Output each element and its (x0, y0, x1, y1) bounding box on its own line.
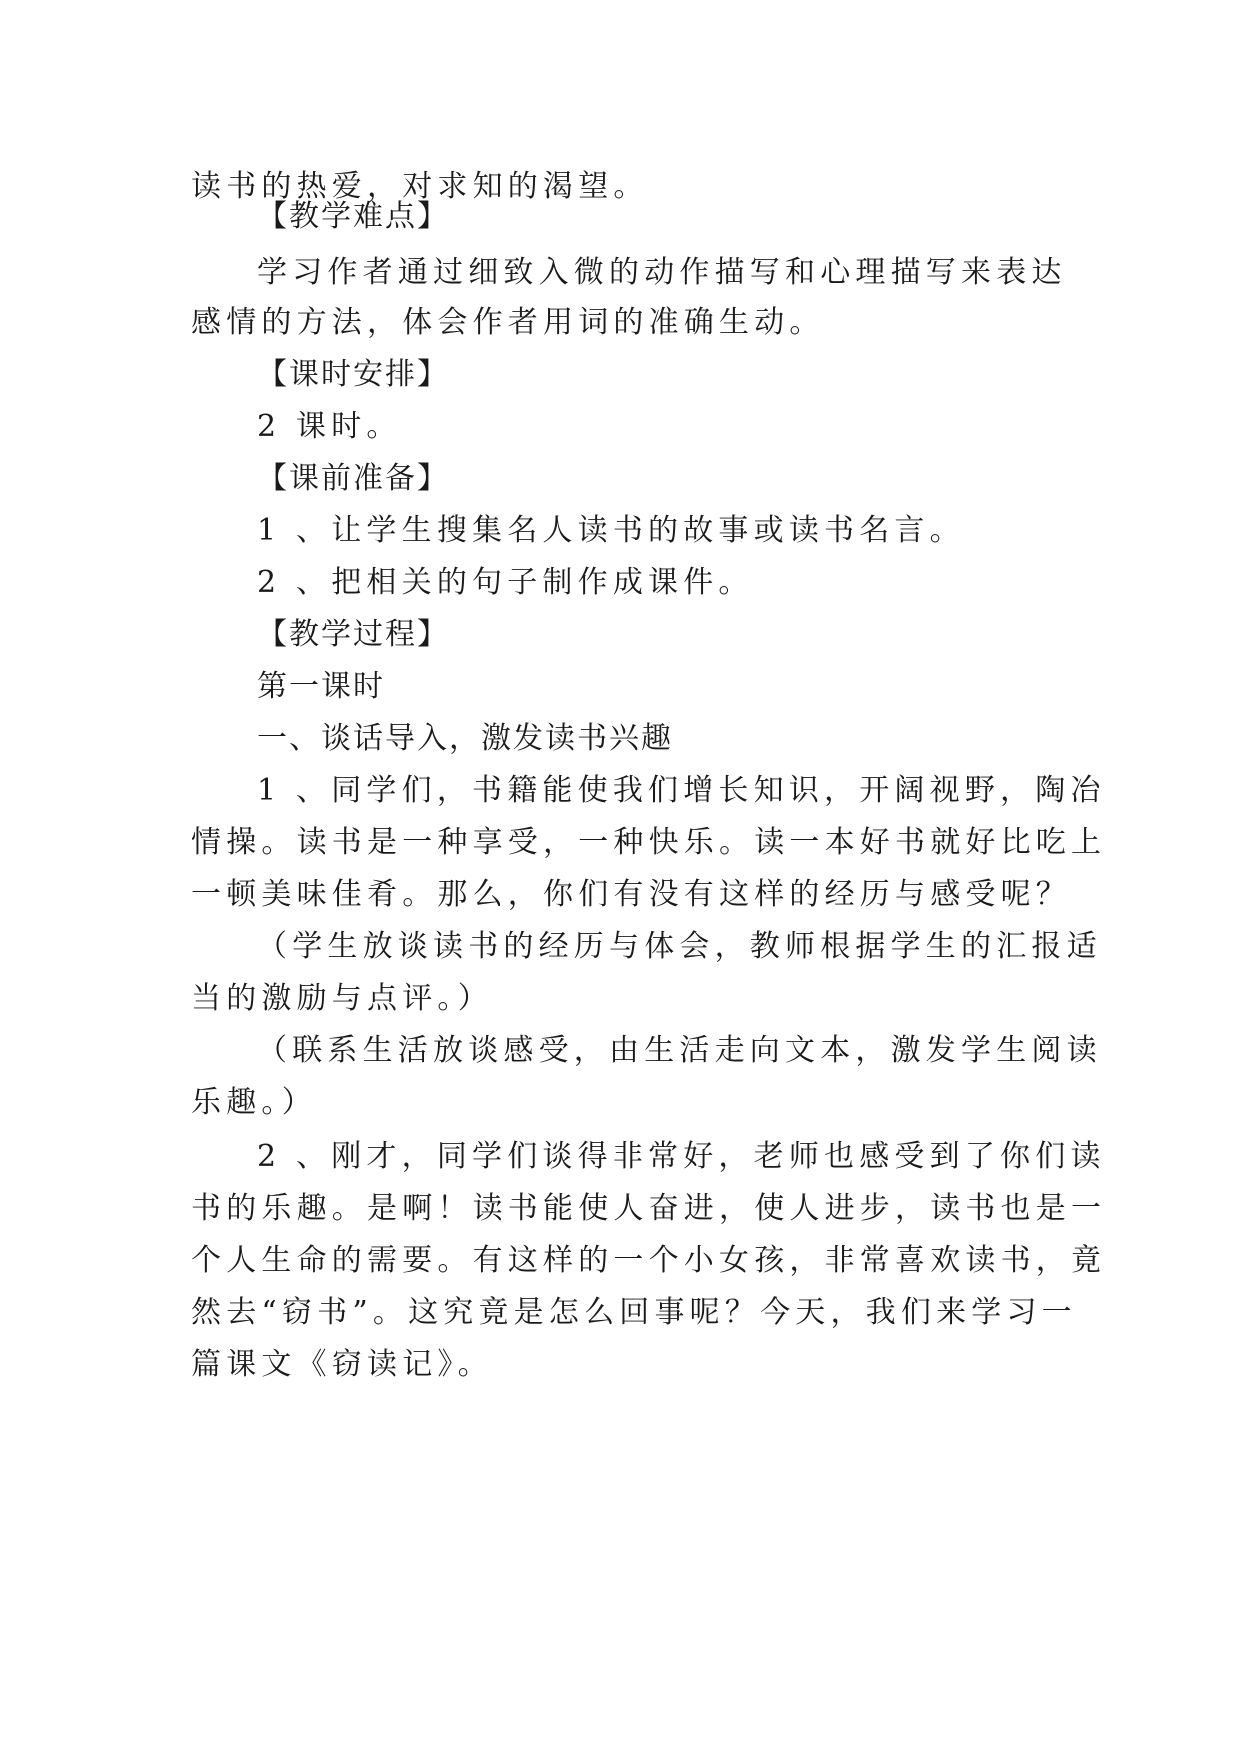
text-line: 读书的热爱，对求知的渴望。 (191, 169, 649, 204)
section-heading-schedule: 【课时安排】 (257, 357, 449, 392)
text-line: 第一课时 (257, 669, 385, 704)
text-line: 然去“窃书”。这究竟是怎么回事呢？今天，我们来学习一 (191, 1295, 1077, 1330)
section-heading-preparation: 【课前准备】 (257, 461, 449, 496)
section-heading-process: 【教学过程】 (257, 617, 449, 652)
text-line: 情操。读书是一种享受，一种快乐。读一本好书就好比吃上 (191, 825, 1107, 860)
section-heading-difficulty: 【教学难点】 (257, 199, 449, 234)
text-line: 个人生命的需要。有这样的一个小女孩，非常喜欢读书，竟 (191, 1243, 1107, 1278)
text-line: 一、谈话导入，激发读书兴趣 (257, 721, 673, 756)
text-line: 感情的方法，体会作者用词的准确生动。 (191, 305, 825, 340)
text-line: 2 、把相关的句子制作成课件。 (257, 565, 754, 600)
text-line: 2 课时。 (257, 409, 402, 444)
text-line: 一顿美味佳肴。那么，你们有没有这样的经历与感受呢？ (191, 877, 1071, 912)
text-line: 篇课文《窃读记》。 (191, 1347, 493, 1382)
text-line: 学习作者通过细致入微的动作描写和心理描写来表达 (257, 255, 1067, 290)
text-line: （学生放谈读书的经历与体会，教师根据学生的汇报适 (257, 929, 1102, 964)
text-line: 当的激励与点评。） (191, 981, 493, 1016)
text-line: 书的乐趣。是啊！读书能使人奋进，使人进步，读书也是一 (191, 1191, 1107, 1226)
text-line: （联系生活放谈感受，由生活走向文本，激发学生阅读 (257, 1033, 1102, 1068)
text-line: 1 、让学生搜集名人读书的故事或读书名言。 (257, 513, 965, 548)
text-line: 2 、刚才，同学们谈得非常好，老师也感受到了你们读 (257, 1139, 1106, 1174)
text-line: 1 、同学们，书籍能使我们增长知识，开阔视野，陶冶 (257, 773, 1106, 808)
text-line: 乐趣。） (191, 1085, 317, 1120)
